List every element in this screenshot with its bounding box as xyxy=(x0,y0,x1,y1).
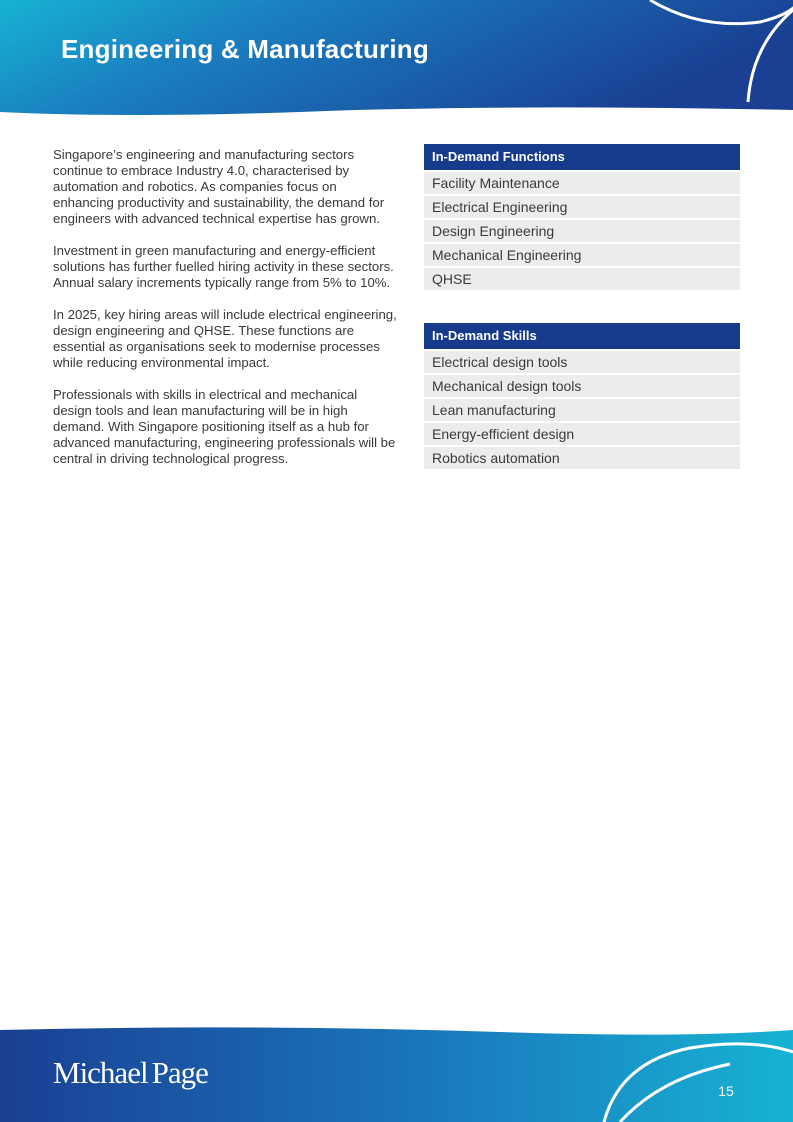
table-row: Design Engineering xyxy=(424,218,740,242)
skills-table xyxy=(424,323,740,469)
paragraph: In 2025, key hiring areas will include electrical engineering, design engineering and QHSE. These functions are essential as organisations seek to modernise processes while reducing environmental impact. xyxy=(53,307,397,370)
table-row: Mechanical design tools xyxy=(424,373,740,397)
table-row: Electrical design tools xyxy=(424,349,740,373)
paragraph: Investment in green manufacturing and energy-efficient solutions has further fuelled hiring activity in these sectors. Annual salary increments typically range from 5% to 10%. xyxy=(53,243,394,290)
page-number: 15 xyxy=(718,1083,734,1099)
table-row: Energy-efficient design xyxy=(424,421,740,445)
page-title: Engineering & Manufacturing xyxy=(61,34,429,64)
table-row: Robotics automation xyxy=(424,445,740,469)
functions-heading: In-Demand Functions xyxy=(424,144,740,170)
functions-table xyxy=(424,144,740,290)
paragraph: Singapore’s engineering and manufacturing sectors continue to embrace Industry 4.0, characterised by automation and robotics. As companies focus on enhancing productivity and sustainability, the demand for engineers with advanced technical expertise has grown. xyxy=(53,147,385,226)
table-row: Facility Maintenance xyxy=(424,170,740,194)
header-banner xyxy=(0,0,793,122)
michael-page-logo xyxy=(53,1055,208,1091)
skills-heading: In-Demand Skills xyxy=(424,323,740,349)
paragraph: Professionals with skills in electrical and mechanical design tools and lean manufacturing will be in high demand. With Singapore positioning itself as a hub for advanced manufacturing, engineering professionals will be central in driving technological progress. xyxy=(53,387,396,466)
body-text xyxy=(53,147,398,483)
table-row: Electrical Engineering xyxy=(424,194,740,218)
table-row: Mechanical Engineering xyxy=(424,242,740,266)
table-row: Lean manufacturing xyxy=(424,397,740,421)
logo-text-first: Michael xyxy=(53,1055,148,1090)
logo-text-second: Page xyxy=(151,1055,208,1090)
table-row: QHSE xyxy=(424,266,740,290)
